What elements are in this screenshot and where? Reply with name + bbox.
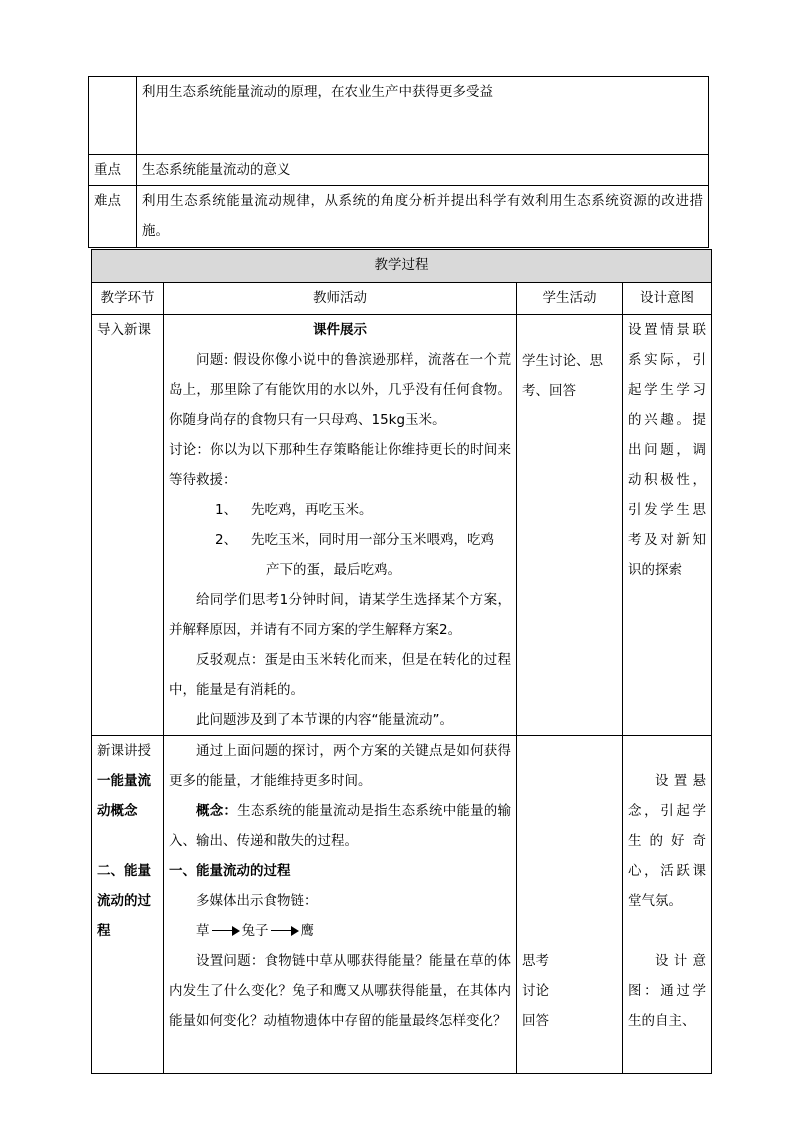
design-intent-new-lesson [623,736,712,1074]
stage-new-lesson-label: 新课讲授 [97,743,151,759]
thinking-paragraph: 给同学们思考1分钟时间，请某学生选择某个方案，并解释原因，并请有不同方案的学生解释方案2。 [169,592,511,638]
option-2-continued: 产下的蛋，最后吃鸡。 [266,562,401,578]
question-paragraph: 问题: 假设你像小说中的鲁滨逊那样，流落在一个荒岛上，那里除了有能饮用的水以外，几乎没有任何食物。你随身尚存的食物只有一只母鸡、15kg玉米。 [169,352,511,428]
stage-energy-process: 二、能量流动的过程 [97,863,151,939]
objective-text: 利用生态系统能量流动的原理，在农业生产中获得更多受益 [137,77,709,155]
stage-energy-concept: 一能量流动概念 [97,773,151,819]
difficulty-label: 难点 [89,186,137,248]
key-point-content: 生态系统能量流动的意义 [137,155,709,186]
media-intro: 多媒体出示食物链： [196,893,318,909]
student-answer: 回答 [522,1013,549,1029]
rebuttal-paragraph: 反驳观点：蛋是由玉米转化而来，但是在转化的过程中，能量是有消耗的。 [169,652,511,698]
stage-new-lesson [92,736,164,1074]
food-chain [169,916,511,946]
header-intent: 设计意图 [623,283,712,315]
food-chain-grass: 草 [196,923,210,939]
intent-suspense: 设置悬念，引起学生的好奇心，活跃课堂气氛。 [628,773,706,909]
discussion-paragraph: 讨论：你以为以下那种生存策略能让你维持更长的时间来等待救援： [169,442,511,488]
student-activity-new-lesson [517,736,623,1074]
teacher-activity-intro [164,315,517,736]
table-title: 教学过程 [92,250,712,283]
student-activity-intro: 学生讨论、思考、回答 [517,315,623,736]
stage-intro: 导入新课 [92,315,164,736]
question-set-paragraph: 设置问题：食物链中草从哪获得能量？能量在草的体内发生了什么变化？兔子和鹰又从哪获得能量，在其体内能量如何变化？动植物遗体中存留的能量最终怎样变化？ [169,953,511,1029]
food-chain-rabbit: 兔子 [241,923,269,939]
arrow-icon [271,926,299,936]
student-discuss: 讨论 [522,983,549,999]
option-1: 1、 先吃鸡，再吃玉米。 [215,502,373,518]
teaching-process-table [91,249,712,1074]
teacher-activity-new-lesson [164,736,517,1074]
blank-label-cell [89,77,137,155]
header-stage: 教学环节 [92,283,164,315]
difficulty-content: 利用生态系统能量流动规律，从系统的角度分析并提出科学有效利用生态系统资源的改进措施。 [137,186,709,248]
objectives-table [88,76,709,248]
concept-paragraph: 概念：生态系统的能量流动是指生态系统中能量的输入、输出、传递和散失的过程。 [169,803,512,849]
header-student: 学生活动 [517,283,623,315]
option-2: 2、 先吃玉米，同时用一部分玉米喂鸡，吃鸡 [215,532,494,548]
section-heading: 一、能量流动的过程 [169,863,291,879]
courseware-heading: 课件展示 [313,322,367,338]
key-point-label: 重点 [89,155,137,186]
food-chain-eagle: 鹰 [300,923,314,939]
topic-paragraph: 此问题涉及到了本节课的内容“能量流动”。 [196,712,453,728]
header-teacher: 教师活动 [164,283,517,315]
student-think: 思考 [522,953,549,969]
arrow-icon [212,926,240,936]
design-intent-intro: 设置情景联系实际，引起学生学习的兴趣。提出问题，调动积极性，引发学生思考及对新知识的探索 [623,315,712,736]
discussion-summary: 通过上面问题的探讨，两个方案的关键点是如何获得更多的能量，才能维持更多时间。 [169,743,511,789]
intent-design: 设计意图：通过学生的自主、 [628,953,706,1029]
